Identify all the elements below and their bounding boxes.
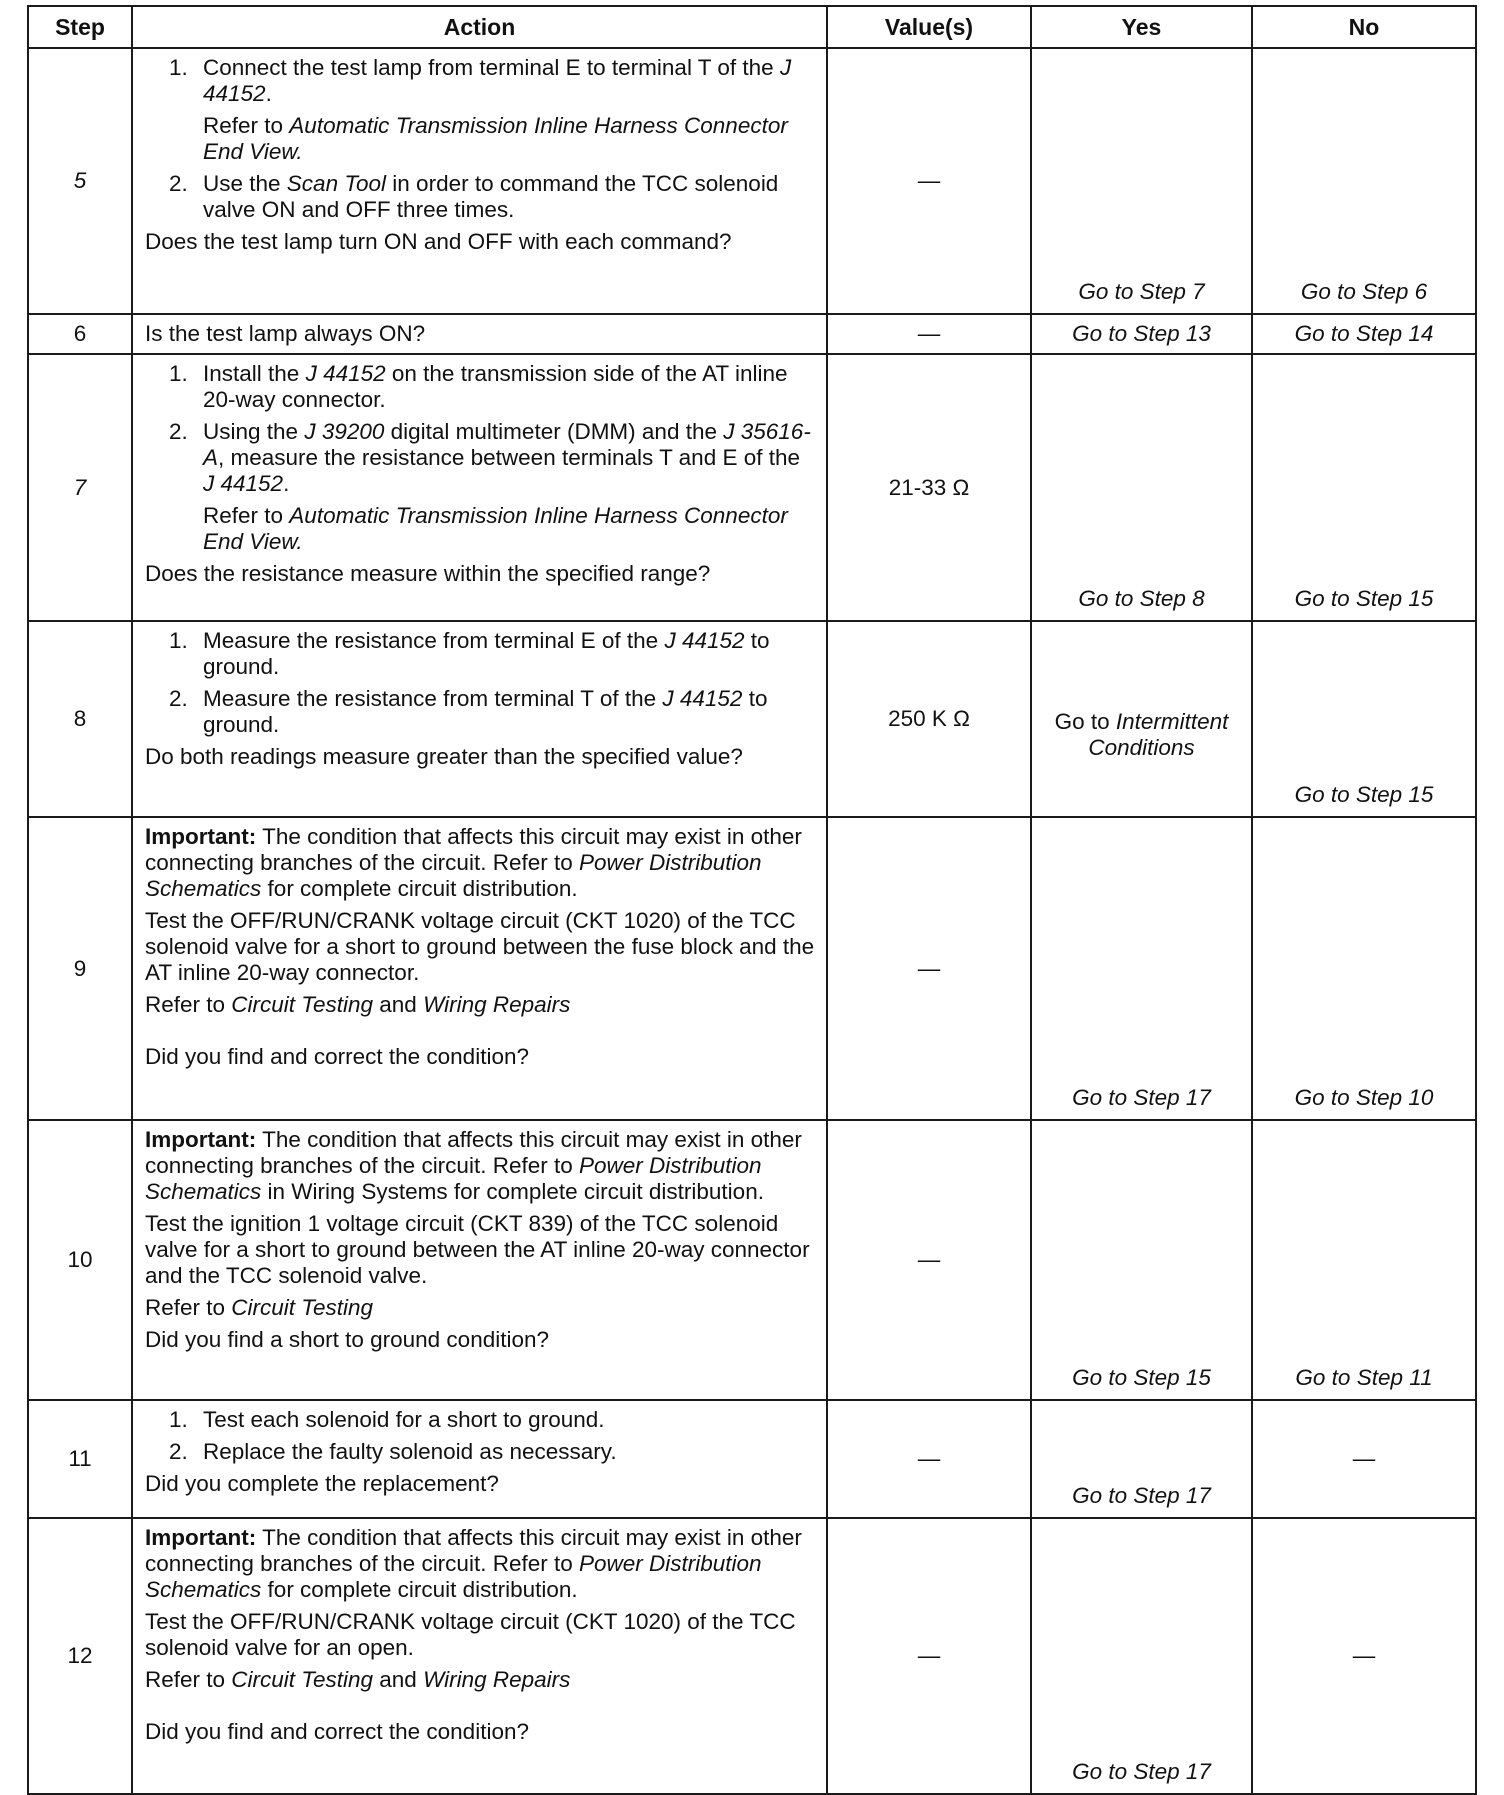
- table-row: [28, 817, 1476, 1120]
- no-link[interactable]: Go to Step 10: [1294, 1085, 1434, 1110]
- yes-cell: [1031, 621, 1252, 817]
- step-number: 7: [28, 354, 132, 621]
- question-text: Did you find and correct the condition?: [145, 1044, 529, 1069]
- question-text: Did you find a short to ground condition?: [145, 1327, 550, 1352]
- action-cell: [132, 314, 827, 354]
- no-cell: [1252, 1120, 1476, 1400]
- no-cell: [1252, 621, 1476, 817]
- action-cell: [132, 1518, 827, 1794]
- list-item: 2. Using the J 39200 digital multimeter (DMM) and the J 35616-A, measure the resistance between terminals T and E of the J 44152.: [169, 419, 811, 496]
- no-link: —: [1352, 1446, 1376, 1471]
- header-row: [28, 6, 1476, 48]
- yes-cell: [1031, 817, 1252, 1120]
- yes-link[interactable]: Go to Step 8: [1078, 586, 1205, 611]
- table-row: [28, 314, 1476, 354]
- reference-text: Refer to Circuit Testing: [145, 1295, 374, 1320]
- test-instruction: Test the ignition 1 voltage circuit (CKT 839) of the TCC solenoid valve for a short to ground between the AT inline 20-way connector and the TCC solenoid valve.: [145, 1211, 810, 1288]
- step-number: 6: [28, 314, 132, 354]
- yes-cell: [1031, 1518, 1252, 1794]
- question-text: Does the test lamp turn ON and OFF with each command?: [145, 229, 732, 254]
- action-cell: [132, 1400, 827, 1518]
- no-link[interactable]: Go to Step 15: [1294, 586, 1434, 611]
- reference-text: Refer to Circuit Testing and Wiring Repairs: [145, 992, 571, 1017]
- value-cell: 250 K Ω: [827, 621, 1031, 817]
- test-instruction: Test the OFF/RUN/CRANK voltage circuit (CKT 1020) of the TCC solenoid valve for an open.: [145, 1609, 796, 1660]
- header-values: Value(s): [827, 6, 1031, 48]
- action-cell: [132, 354, 827, 621]
- list-item: 2. Measure the resistance from terminal T of the J 44152 to ground.: [169, 686, 768, 737]
- value-cell: —: [827, 48, 1031, 314]
- table-row: [28, 1400, 1476, 1518]
- action-cell: [132, 48, 827, 314]
- important-note: Important: The condition that affects this circuit may exist in other connecting branches of the circuit. Refer to Power Distribution Schematics in Wiring Systems for complete circuit distribution.: [145, 1127, 802, 1204]
- question-text: Does the resistance measure within the specified range?: [145, 561, 711, 586]
- step-number: 8: [28, 621, 132, 817]
- table-row: [28, 354, 1476, 621]
- value-cell: —: [827, 817, 1031, 1120]
- header-no: No: [1252, 6, 1476, 48]
- question-text: Is the test lamp always ON?: [145, 321, 426, 346]
- step-number: 9: [28, 817, 132, 1120]
- test-instruction: Test the OFF/RUN/CRANK voltage circuit (CKT 1020) of the TCC solenoid valve for a short to ground between the fuse block and the AT inline 20-way connector.: [145, 908, 815, 985]
- header-action: Action: [132, 6, 827, 48]
- header-step: Step: [28, 6, 132, 48]
- action-cell: [132, 817, 827, 1120]
- no-cell: [1252, 48, 1476, 314]
- question-text: Do both readings measure greater than the specified value?: [145, 744, 743, 769]
- no-link: —: [1352, 1643, 1376, 1668]
- step-number: 11: [28, 1400, 132, 1518]
- step-number: 12: [28, 1518, 132, 1794]
- table-row: [28, 48, 1476, 314]
- reference-text: Refer to Automatic Transmission Inline Harness Connector End View.: [203, 113, 788, 164]
- no-link[interactable]: Go to Step 6: [1300, 279, 1428, 304]
- question-text: Did you find and correct the condition?: [145, 1719, 529, 1744]
- yes-link[interactable]: Go to Step 13: [1072, 321, 1211, 346]
- list-item: 2. Replace the faulty solenoid as necessary.: [169, 1439, 617, 1464]
- question-text: Did you complete the replacement?: [145, 1471, 499, 1496]
- value-cell: —: [827, 1120, 1031, 1400]
- value-cell: —: [827, 1518, 1031, 1794]
- yes-link[interactable]: Go to Intermittent Conditions: [1054, 708, 1229, 760]
- action-cell: [132, 621, 827, 817]
- header-yes: Yes: [1031, 6, 1252, 48]
- yes-link[interactable]: Go to Step 17: [1072, 1483, 1211, 1508]
- diagnostic-table-page: [27, 5, 1475, 1795]
- yes-cell: [1031, 354, 1252, 621]
- yes-cell: [1031, 1120, 1252, 1400]
- yes-link[interactable]: Go to Step 17: [1072, 1759, 1211, 1784]
- yes-cell: [1031, 1400, 1252, 1518]
- list-item: 1. Connect the test lamp from terminal E to terminal T of the J 44152.: [169, 55, 792, 106]
- no-cell: [1252, 1400, 1476, 1518]
- list-item: 1. Test each solenoid for a short to ground.: [169, 1407, 605, 1432]
- list-item: 2. Use the Scan Tool in order to command the TCC solenoid valve ON and OFF three times.: [169, 171, 779, 222]
- table-row: [28, 1518, 1476, 1794]
- step-number: 10: [28, 1120, 132, 1400]
- reference-text: Refer to Automatic Transmission Inline Harness Connector End View.: [203, 503, 788, 554]
- list-item: 1. Measure the resistance from terminal E of the J 44152 to ground.: [169, 628, 770, 679]
- yes-cell: [1031, 48, 1252, 314]
- no-link[interactable]: Go to Step 11: [1295, 1365, 1433, 1390]
- no-cell: [1252, 817, 1476, 1120]
- table-row: [28, 1120, 1476, 1400]
- important-note: Important: The condition that affects this circuit may exist in other connecting branches of the circuit. Refer to Power Distribution Schematics for complete circuit distribution.: [145, 1525, 802, 1602]
- no-link[interactable]: Go to Step 15: [1294, 782, 1434, 807]
- no-cell: [1252, 314, 1476, 354]
- no-link[interactable]: Go to Step 14: [1294, 321, 1434, 346]
- list-item: 1. Install the J 44152 on the transmission side of the AT inline 20-way connector.: [169, 361, 788, 412]
- diagnostic-table: [27, 5, 1477, 1795]
- value-cell: —: [827, 314, 1031, 354]
- no-cell: [1252, 1518, 1476, 1794]
- important-note: Important: The condition that affects this circuit may exist in other connecting branches of the circuit. Refer to Power Distribution Schematics for complete circuit distribution.: [145, 824, 802, 901]
- no-cell: [1252, 354, 1476, 621]
- yes-cell: [1031, 314, 1252, 354]
- yes-link[interactable]: Go to Step 17: [1072, 1085, 1211, 1110]
- action-cell: [132, 1120, 827, 1400]
- reference-text: Refer to Circuit Testing and Wiring Repairs: [145, 1667, 571, 1692]
- value-cell: 21-33 Ω: [827, 354, 1031, 621]
- yes-link[interactable]: Go to Step 15: [1072, 1365, 1211, 1390]
- yes-link[interactable]: Go to Step 7: [1078, 279, 1205, 304]
- table-row: [28, 621, 1476, 817]
- value-cell: —: [827, 1400, 1031, 1518]
- step-number: 5: [28, 48, 132, 314]
